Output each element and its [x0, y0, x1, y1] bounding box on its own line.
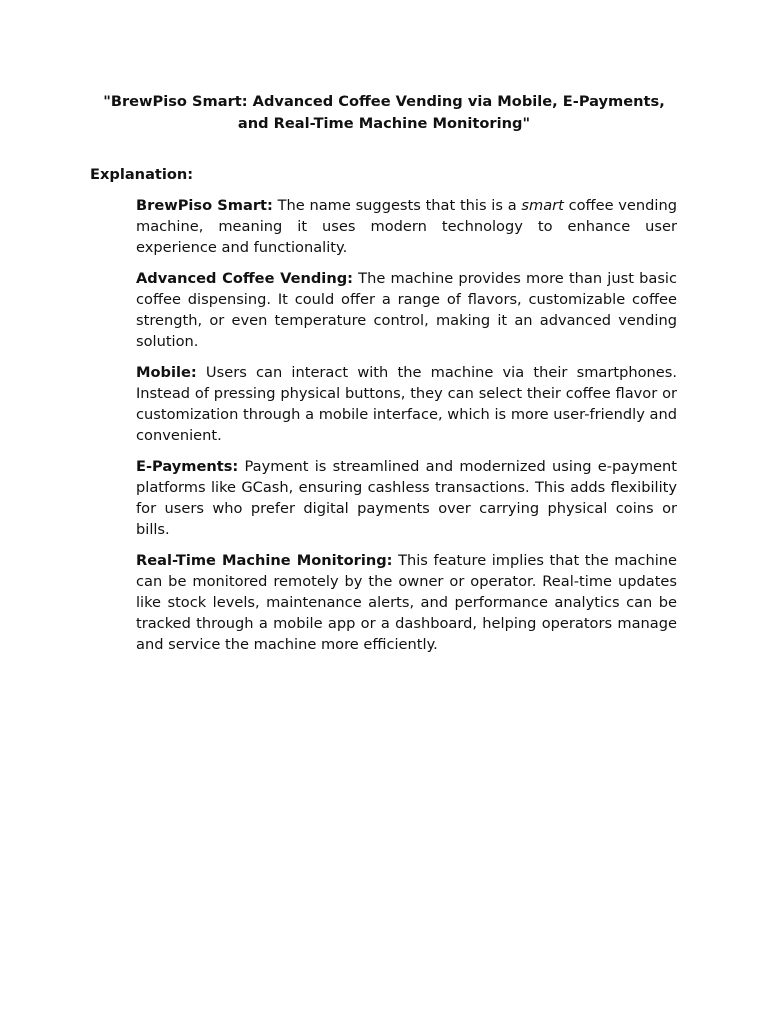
explanation-item-advanced-coffee-vending — [136, 268, 677, 352]
item-term: E-Payments: — [136, 458, 239, 475]
explanation-list — [136, 195, 677, 665]
item-term: BrewPiso Smart: — [136, 197, 273, 214]
explanation-item-e-payments — [136, 456, 677, 540]
item-text: Users can interact with the machine via their smartphones. Instead of pressing physical buttons, they can select their coffee flavor or customization through a mobile interface, which is more user-friendly and convenient. — [136, 364, 677, 444]
item-term: Advanced Coffee Vending: — [136, 270, 353, 287]
item-text: Payment is streamlined and modernized using e-payment platforms like GCash, ensuring cashless transactions. This adds flexibility for users who prefer digital payments over carrying physical coins or bills. — [136, 458, 677, 538]
item-text: The machine provides more than just basic coffee dispensing. It could offer a range of flavors, customizable coffee strength, or even temperature control, making it an advanced vending solution. — [136, 270, 678, 350]
explanation-item-real-time-monitoring — [136, 550, 677, 655]
document-title: "BrewPiso Smart: Advanced Coffee Vending via Mobile, E-Payments, and Real-Time Machine Monitoring" — [103, 93, 665, 132]
item-text: This feature implies that the machine can be monitored remotely by the owner or operator. Real-time updates like stock levels, maintenance alerts, and performance analytics can be tracked through a mobile app or a dashboard, helping operators manage and service the machine more efficiently. — [136, 552, 677, 653]
explanation-item-mobile — [136, 362, 677, 446]
item-text: The name suggests that this is a — [272, 197, 522, 214]
explanation-item-brewpiso-smart — [136, 195, 677, 258]
item-term: Mobile: — [136, 364, 197, 381]
item-term: Real-Time Machine Monitoring: — [136, 552, 393, 569]
item-text: coffee vending machine, meaning it uses modern technology to enhance user experience and functionality. — [136, 197, 677, 256]
section-heading-explanation: Explanation: — [90, 166, 194, 183]
item-emphasis: smart — [521, 197, 564, 214]
